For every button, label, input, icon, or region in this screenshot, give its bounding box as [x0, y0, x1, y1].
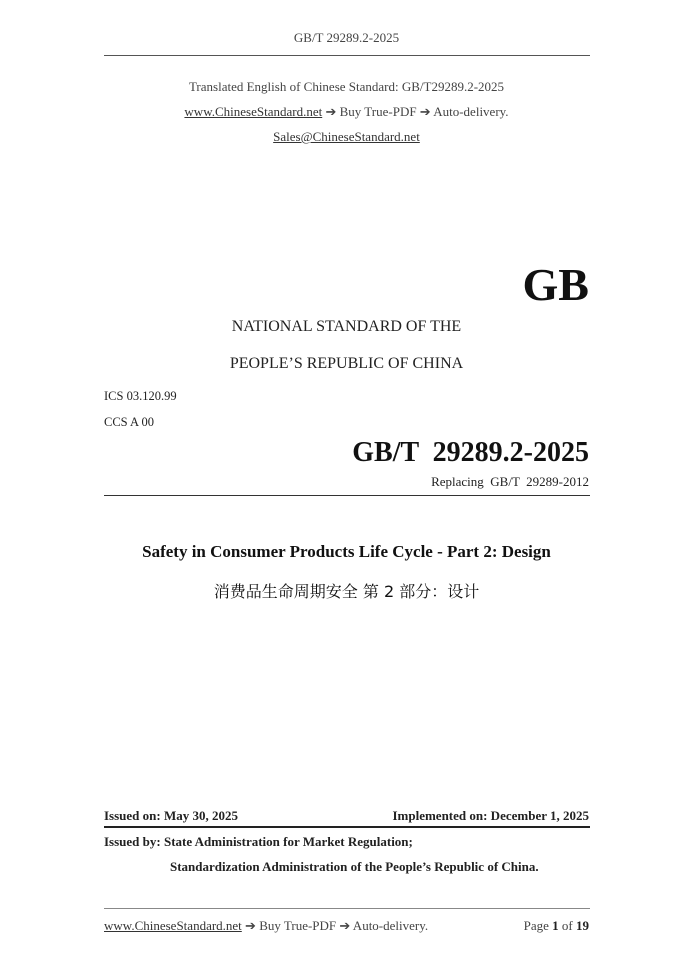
footer-purchase-text: ➔ Buy True-PDF ➔ Auto-delivery. — [241, 918, 429, 933]
email-line — [0, 129, 693, 145]
footer-site-link[interactable]: www.ChineseStandard.net — [104, 918, 242, 933]
page-total: 19 — [576, 918, 589, 933]
running-header: GB/T 29289.2-2025 — [293, 30, 400, 45]
issued-by-line1: Issued by: State Administration for Market Regulation; — [104, 834, 413, 849]
issued-on: Issued on: May 30, 2025 — [104, 808, 238, 823]
ccs-code: CCS A 00 — [104, 415, 155, 429]
footer-links — [104, 918, 428, 934]
title-english: Safety in Consumer Products Life Cycle - Part 2: Design — [142, 542, 551, 561]
page-number: 1 — [552, 918, 559, 933]
national-standard-line2: PEOPLE’S REPUBLIC OF CHINA — [229, 355, 464, 372]
title-chinese: 消费品生命周期安全 第 2 部分：设计 — [213, 582, 480, 601]
standard-code: GB/T 29289.2-2025 — [352, 437, 589, 468]
purchase-text: ➔ Buy True-PDF ➔ Auto-delivery. — [322, 104, 509, 119]
ics-code: ICS 03.120.99 — [104, 389, 177, 403]
site-link[interactable]: www.ChineseStandard.net — [184, 104, 323, 119]
dates-rule — [104, 826, 590, 828]
national-standard-line1: NATIONAL STANDARD OF THE — [231, 318, 462, 335]
gb-mark: GB — [522, 259, 589, 310]
footer-rule — [104, 908, 590, 909]
page-indicator — [524, 918, 589, 934]
header-rule — [104, 55, 590, 56]
code-rule — [104, 495, 590, 496]
translation-notice: Translated English of Chinese Standard: GB/T29289.2-2025 — [188, 79, 505, 94]
purchase-notice — [0, 104, 693, 120]
issued-by-line2: Standardization Administration of the People’s Republic of China. — [170, 859, 539, 874]
replacing-note: Replacing GB/T 29289-2012 — [431, 474, 589, 489]
sales-email-link[interactable]: Sales@ChineseStandard.net — [273, 129, 420, 144]
of-label: of — [561, 918, 573, 933]
page-label: Page — [523, 918, 549, 933]
implemented-on: Implemented on: December 1, 2025 — [392, 808, 589, 823]
